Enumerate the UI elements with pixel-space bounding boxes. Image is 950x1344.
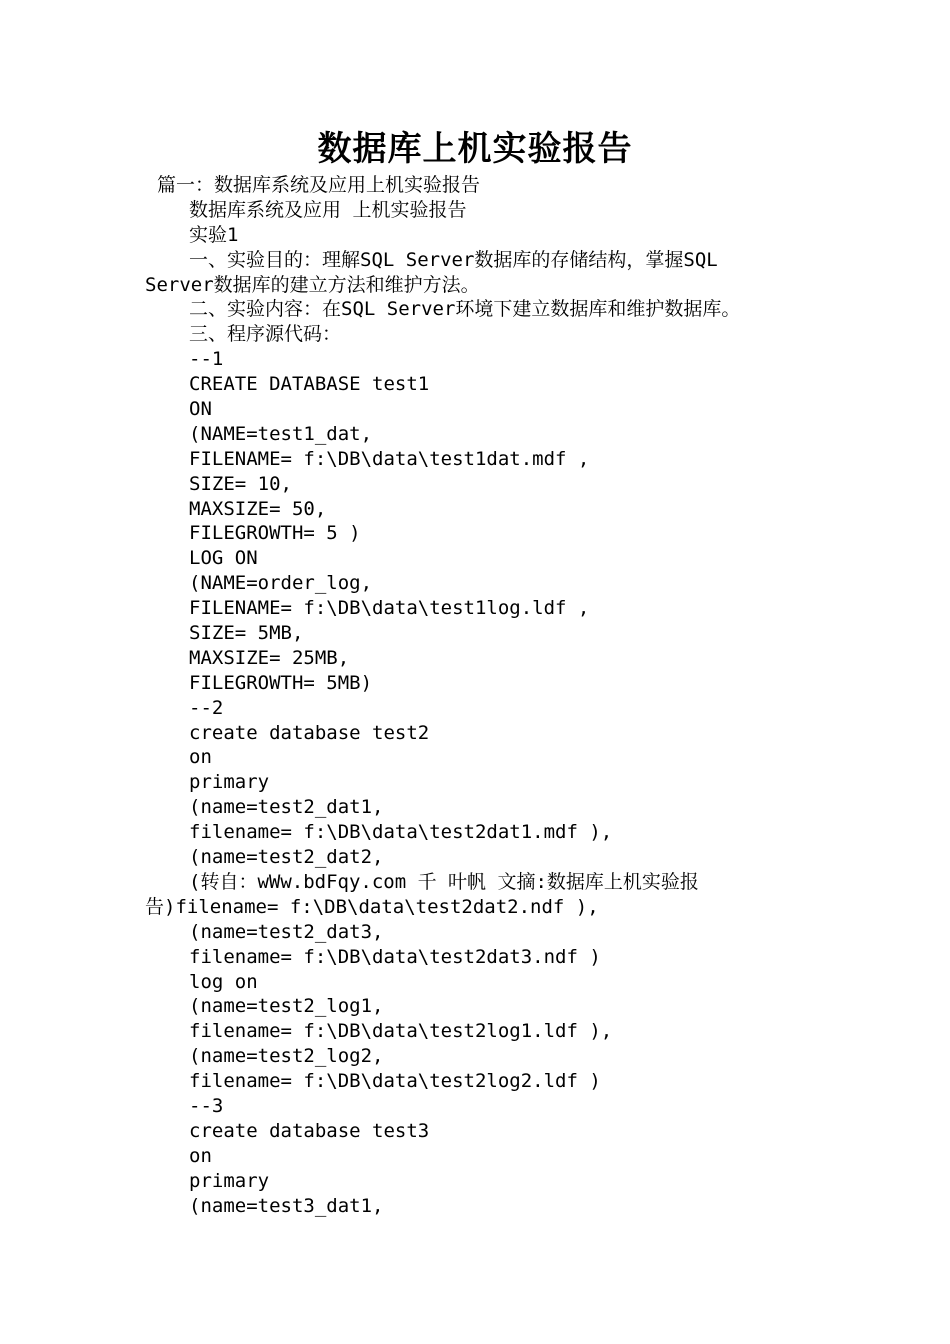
text-line: FILENAME= f:\DB\data\test1log.ldf , bbox=[189, 597, 590, 620]
text-line: ON bbox=[189, 398, 212, 421]
document-body bbox=[145, 173, 810, 1218]
text-line: 告)filename= f:\DB\data\test2dat2.ndf ), bbox=[145, 895, 599, 918]
text-line: Server数据库的建立方法和维护方法。 bbox=[145, 273, 480, 296]
text-line: filename= f:\DB\data\test2dat1.mdf ), bbox=[189, 821, 613, 844]
text-line: LOG ON bbox=[189, 547, 258, 570]
text-line: (name=test3_dat1, bbox=[189, 1194, 384, 1217]
text-line: FILEGROWTH= 5MB) bbox=[189, 671, 373, 694]
text-line: (NAME=order_log, bbox=[189, 572, 373, 595]
text-line: --1 bbox=[189, 348, 224, 371]
text-line: filename= f:\DB\data\test2dat3.ndf ) bbox=[189, 945, 601, 968]
text-line: primary bbox=[189, 771, 270, 794]
text-line: (name=test2_log1, bbox=[189, 995, 384, 1018]
text-line: MAXSIZE= 25MB, bbox=[189, 646, 350, 669]
text-line: 一、实验目的：理解SQL Server数据库的存储结构，掌握SQL bbox=[189, 248, 718, 271]
text-line: create database test2 bbox=[189, 721, 430, 744]
text-line: primary bbox=[189, 1169, 270, 1192]
text-line: on bbox=[189, 746, 212, 769]
text-line: 数据库系统及应用 上机实验报告 bbox=[189, 198, 467, 221]
text-line: (name=test2_dat2, bbox=[189, 846, 384, 869]
text-line: create database test3 bbox=[189, 1119, 430, 1142]
text-line: --3 bbox=[189, 1094, 224, 1117]
text-line: FILENAME= f:\DB\data\test1dat.mdf , bbox=[189, 447, 590, 470]
text-line: SIZE= 10, bbox=[189, 472, 292, 495]
text-line: 实验1 bbox=[189, 223, 239, 246]
text-line: 篇一：数据库系统及应用上机实验报告 bbox=[157, 174, 481, 196]
text-line: SIZE= 5MB, bbox=[189, 622, 304, 645]
text-line: CREATE DATABASE test1 bbox=[189, 373, 430, 396]
text-line: log on bbox=[189, 970, 258, 993]
text-line: filename= f:\DB\data\test2log2.ldf ) bbox=[189, 1070, 601, 1093]
text-line: (name=test2_dat3, bbox=[189, 920, 384, 943]
text-line: 三、程序源代码： bbox=[189, 323, 342, 346]
text-line: FILEGROWTH= 5 ) bbox=[189, 522, 361, 545]
text-line: (name=test2_dat1, bbox=[189, 796, 384, 819]
text-line: --2 bbox=[189, 696, 224, 719]
text-line: 二、实验内容：在SQL Server环境下建立数据库和维护数据库。 bbox=[189, 298, 741, 321]
text-line: (转自：wWw.bdFqy.com 千 叶帆 文摘:数据库上机实验报 bbox=[189, 870, 699, 893]
text-line: MAXSIZE= 50, bbox=[189, 497, 327, 520]
text-line: filename= f:\DB\data\test2log1.ldf ), bbox=[189, 1020, 613, 1043]
document-title: 数据库上机实验报告 bbox=[317, 129, 633, 169]
text-line: on bbox=[189, 1144, 212, 1167]
text-line: (name=test2_log2, bbox=[189, 1045, 384, 1068]
text-line: (NAME=test1_dat, bbox=[189, 422, 373, 445]
